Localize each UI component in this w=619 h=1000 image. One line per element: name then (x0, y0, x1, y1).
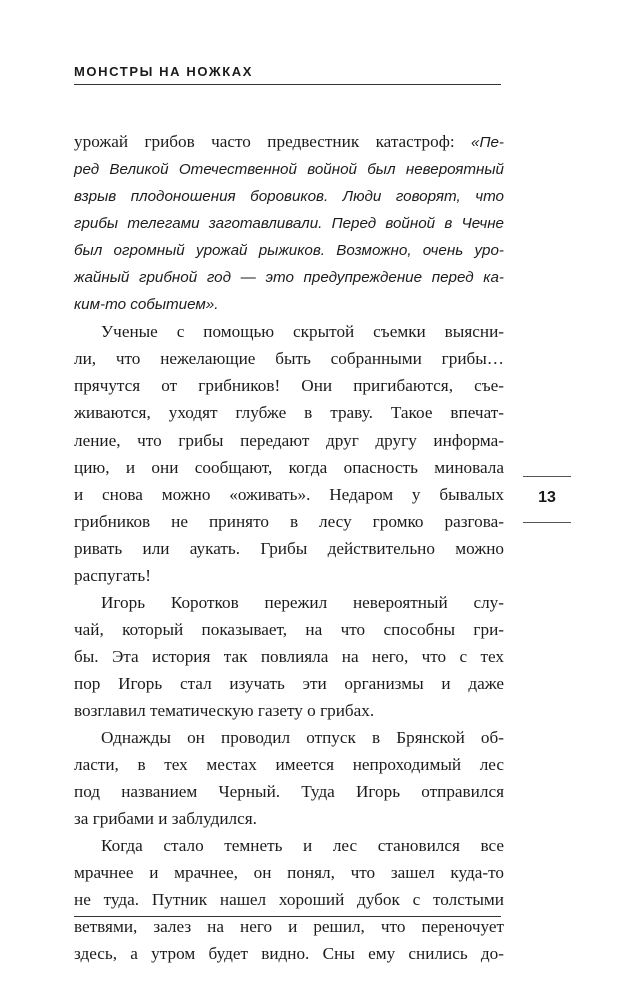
text-line: Когда стало темнеть и лес становился все (101, 836, 504, 856)
text-line: мрачнее и мрачнее, он понял, что зашел куда-то (74, 863, 504, 883)
page-number-top-rule (523, 476, 571, 477)
running-header-title: МОНСТРЫ НА НОЖКАХ (74, 64, 254, 79)
text-line: ласти, в тех местах имеется непроходимый лес (74, 755, 504, 775)
text-line: ление, что грибы передают друг другу информа- (74, 430, 504, 450)
paragraph (74, 724, 504, 832)
text-line: грибы телегами заготавливали. Перед войной в Чечне (74, 215, 504, 233)
body-text (74, 128, 504, 967)
paragraph (74, 589, 504, 724)
text-line: не туда. Путник нашел хороший дубок с толстыми (74, 890, 504, 910)
text-line: чай, который показывает, на что способны гри- (74, 619, 504, 639)
text-line: взрыв плодоношения боровиков. Люди говорят, что (74, 188, 504, 206)
footer-divider (74, 916, 501, 917)
text-line: ветвями, залез на него и решил, что переночует (74, 917, 504, 937)
text-line: и снова можно «оживать». Недаром у бывалых (74, 484, 504, 504)
text-line: здесь, а утром будет видно. Сны ему снились до- (74, 944, 504, 964)
paragraph-continuation (74, 128, 504, 318)
text-line: жайный грибной год — это предупреждение перед ка- (74, 269, 504, 287)
text-line: за грибами и заблудился. (74, 809, 257, 829)
text-line: цию, и они сообщают, когда опасность миновала (74, 457, 504, 477)
page-number-bottom-rule (523, 522, 571, 523)
text-line: живаются, уходят глубже в траву. Такое впечат- (74, 403, 504, 423)
text-line: бы. Эта история так повлияла на него, что с тех (74, 646, 504, 666)
paragraph (74, 832, 504, 967)
paragraph (74, 318, 504, 588)
page-number: 13 (538, 489, 556, 506)
text-line: распугать! (74, 565, 151, 585)
text-line: под названием Черный. Туда Игорь отправился (74, 782, 504, 802)
text-line: Однажды он проводил отпуск в Брянской об- (101, 728, 504, 748)
text-line: Игорь Коротков пережил невероятный слу- (101, 592, 504, 612)
text-line: ред Великой Отечественной войной был невероятный (74, 161, 504, 179)
text-line: был огромный урожай рыжиков. Возможно, очень уро- (74, 242, 504, 260)
header-divider (74, 84, 501, 85)
text-line: грибников не принято в лесу громко разгова- (74, 511, 504, 531)
text-line: ким-то событием». (74, 296, 219, 314)
text-line: урожай грибов часто предвестник катастроф: «Пе- (74, 132, 504, 151)
text-line: ли, что нежелающие быть собранными грибы… (74, 349, 504, 369)
text-line: возглавил тематическую газету о грибах. (74, 700, 375, 720)
text-line: пор Игорь стал изучать эти организмы и даже (74, 673, 504, 693)
text-line: Ученые с помощью скрытой съемки выясни- (101, 322, 504, 342)
text-line: прячутся от грибников! Они пригибаются, съе- (74, 376, 504, 396)
text-line: ривать или аукать. Грибы действительно можно (74, 538, 504, 558)
